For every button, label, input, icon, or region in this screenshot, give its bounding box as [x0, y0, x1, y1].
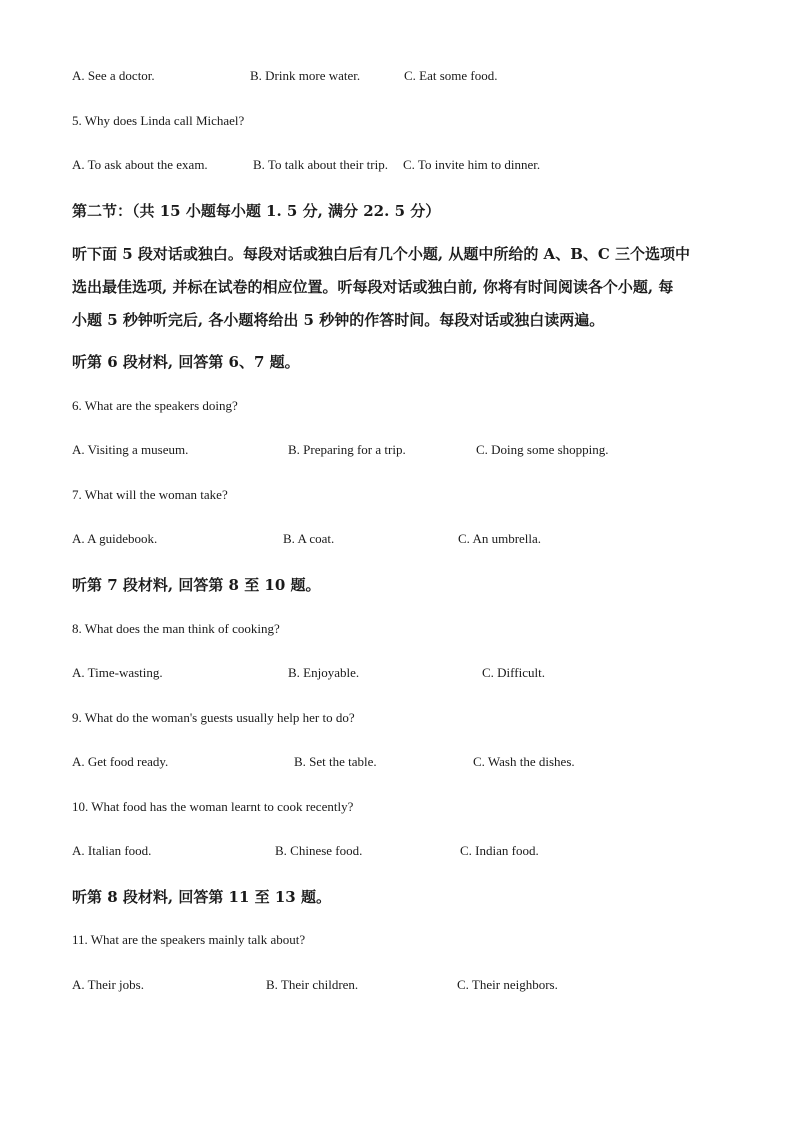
q5-option-c: C. To invite him to dinner.: [403, 157, 541, 172]
q4-option-b: B. Drink more water.: [250, 68, 361, 83]
q8-question: 8. What does the man think of cooking?: [72, 621, 280, 636]
q4-option-a: A. See a doctor.: [72, 68, 155, 83]
q11-option-a: A. Their jobs.: [72, 977, 144, 992]
q10-question: 10. What food has the woman learnt to cook recently?: [72, 799, 354, 814]
q11-option-c: C. Their neighbors.: [457, 977, 558, 992]
q7-option-a: A. A guidebook.: [72, 531, 158, 546]
q10-option-a: A. Italian food.: [72, 843, 152, 858]
q9-option-a: A. Get food ready.: [72, 754, 169, 769]
q11-option-b: B. Their children.: [266, 977, 359, 992]
material-8-heading: 听第 8 段材料, 回答第 11 至 13 题。: [72, 888, 331, 906]
q6-option-c: C. Doing some shopping.: [476, 442, 609, 457]
q5-question: 5. Why does Linda call Michael?: [72, 113, 245, 128]
instruction-line: 选出最佳选项, 并标在试卷的相应位置。听每段对话或独白前, 你将有时间阅读各个小题, 每: [72, 278, 674, 296]
q8-option-b: B. Enjoyable.: [288, 665, 360, 680]
q11-question: 11. What are the speakers mainly talk about?: [72, 932, 306, 947]
q7-option-c: C. An umbrella.: [458, 531, 542, 546]
q5-option-b: B. To talk about their trip.: [253, 157, 388, 172]
q10-option-c: C. Indian food.: [460, 843, 539, 858]
section-2-title: 第二节：（共 15 小题每小题 1. 5 分, 满分 22. 5 分）: [72, 202, 441, 220]
q10-option-b: B. Chinese food.: [275, 843, 363, 858]
instruction-line: 听下面 5 段对话或独白。每段对话或独白后有几个小题, 从题中所给的 A、B、C 三个选项中: [72, 245, 691, 263]
q6-question: 6. What are the speakers doing?: [72, 398, 238, 413]
q6-option-a: A. Visiting a museum.: [72, 442, 189, 457]
q8-option-c: C. Difficult.: [482, 665, 545, 680]
material-7-heading: 听第 7 段材料, 回答第 8 至 10 题。: [72, 576, 321, 594]
q7-question: 7. What will the woman take?: [72, 487, 228, 502]
q6-option-b: B. Preparing for a trip.: [288, 442, 406, 457]
q8-option-a: A. Time-wasting.: [72, 665, 163, 680]
q5-option-a: A. To ask about the exam.: [72, 157, 208, 172]
q9-question: 9. What do the woman's guests usually help her to do?: [72, 710, 355, 725]
section-2-instructions: [72, 238, 722, 337]
q7-option-b: B. A coat.: [283, 531, 335, 546]
q9-option-c: C. Wash the dishes.: [473, 754, 575, 769]
q4-option-c: C. Eat some food.: [404, 68, 498, 83]
instruction-line: 小题 5 秒钟听完后, 各小题将给出 5 秒钟的作答时间。每段对话或独白读两遍。: [72, 311, 605, 329]
material-6-heading: 听第 6 段材料, 回答第 6、7 题。: [72, 353, 300, 371]
q9-option-b: B. Set the table.: [294, 754, 377, 769]
